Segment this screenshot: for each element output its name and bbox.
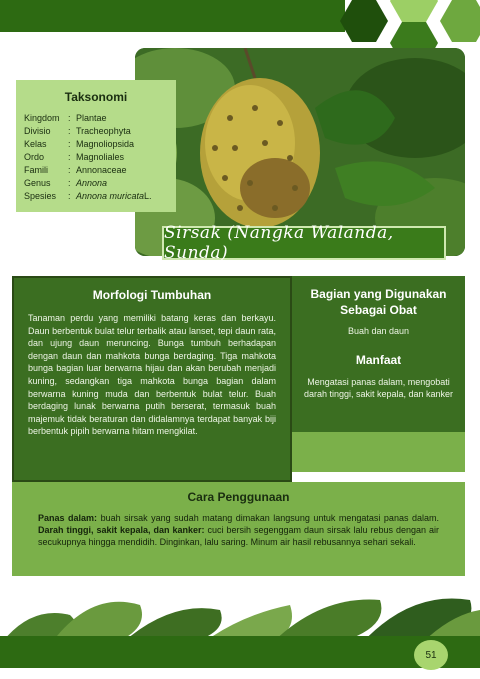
taxonomy-row: Kelas : Magnoliopsida [24,139,135,149]
benefit-title: Manfaat [355,353,402,367]
taxonomy-value: Tracheophyta [76,126,131,136]
usage-box [12,482,465,576]
taxonomy-key: Kingdom [24,113,60,123]
taxonomy-value: Magnoliales [76,152,125,162]
taxonomy-key: Divisio [24,126,51,136]
taxonomy-value: Annona [76,178,108,188]
taxonomy-author: L. [144,191,152,201]
plant-title-banner [162,223,446,263]
taxonomy-value: Magnoliopsida [76,139,135,149]
taxonomy-key: Kelas [24,139,47,149]
taxonomy-row: Ordo : Magnoliales [24,152,125,162]
morphology-title: Morfologi Tumbuhan [92,288,212,302]
usage-item-text: cuci bersih segenggam daun sirsak lalu rebus dengan air secukupnya hingga mendidih. Dinginkan, lalu saring. Minum air hasil rebusannya sehari sekali. [38,525,439,548]
medicinal-part-title: Bagian yang Digunakan Sebagai Obat [310,287,447,317]
usage-title: Cara Penggunaan [187,490,290,504]
taxonomy-key: Famili [24,165,48,175]
decorative-block [292,432,465,472]
taxonomy-row: Kingdom : Plantae [24,113,107,123]
taxonomy-key: Genus [24,178,51,188]
taxonomy-row: Spesies : Annona muricata L. [24,191,152,201]
page-number: 51 [414,640,448,670]
morphology-text: Tanaman perdu yang memiliki batang keras dan berkayu. Daun berbentuk bulat telur terbalik atau lanset, tepi daun rata, dan ujung daun meruncing. Bunga tumbuh berhadapan dengan daun dan mahkota bunga berdaging. Tiga mahkota bunga bagian luar berwarna hijau dan akan berubah menjadi kuning, sedangkan tiga mahkota bunga bagian dalam berwarna kuning muda dan berbentuk bulat telur. Buah berdaging lunak berwarna putih berserat, termasuk buah majemuk tidak beraturan dan didalamnya terdapat banyak biji berbentuk pipih berwarna hitam mengkilat. [28,313,276,437]
header-band [0,0,345,32]
usage-item-text: buah sirsak yang sudah matang dimakan langsung untuk mengatasi panas dalam. [97,513,439,523]
taxonomy-row: Famili : Annonaceae [24,165,127,175]
medicinal-part-box [292,276,465,432]
taxonomy-value: Annonaceae [76,165,127,175]
taxonomy-value: Annona muricata [76,191,145,201]
medicinal-part-value: Buah dan daun [347,326,410,336]
taxonomy-row: Divisio : Tracheophyta [24,126,131,136]
footer-band [0,636,480,668]
taxonomy-value: Plantae [76,113,107,123]
usage-text [38,512,439,549]
taxonomy-key: Ordo [24,152,45,162]
morphology-box [12,276,292,482]
taxonomy-title: Taksonomi [64,90,128,104]
taxonomy-box [16,80,176,212]
hexagon-decoration [440,0,480,42]
taxonomy-row: Genus : Annona [24,178,108,188]
usage-item-label: Panas dalam: [38,513,98,523]
taxonomy-key: Spesies [24,191,57,201]
benefit-value: Mengatasi panas dalam, mengobati darah tinggi, sakit kepala, dan kanker [303,377,454,399]
plant-title: Sirsak (Nangka Walanda, Sunda) [164,223,394,263]
usage-item-label: Darah tinggi, sakit kepala, dan kanker: [38,525,205,536]
hexagon-decoration [390,0,438,22]
hexagon-decoration [340,0,388,42]
